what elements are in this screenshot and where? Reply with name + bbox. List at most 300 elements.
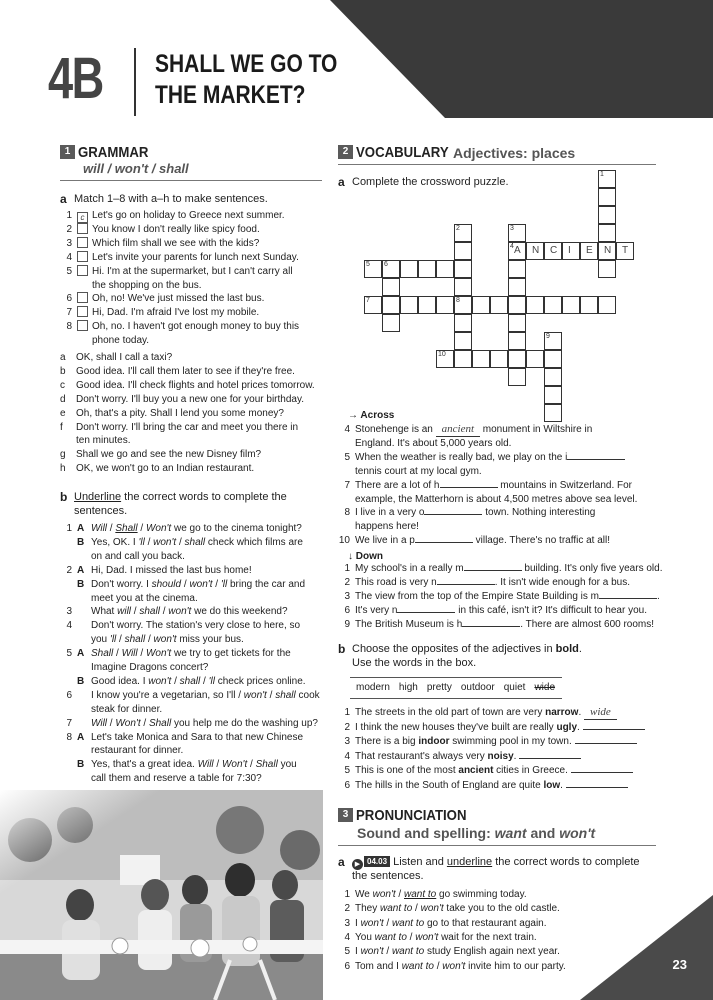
clue-line: [338, 604, 647, 617]
text-run: won't: [168, 606, 192, 618]
option-letter: d: [60, 393, 66, 405]
item-number: 5: [66, 265, 72, 277]
text-run: Shall: [91, 648, 114, 660]
grammar-a-label: a: [60, 192, 67, 206]
text-run: should: [151, 578, 182, 590]
speaker-label: A: [77, 731, 85, 743]
speaker-label: A: [77, 523, 85, 534]
text-run: Will: [91, 523, 108, 534]
answer-blank[interactable]: [519, 758, 581, 759]
item-number: 1: [344, 889, 350, 900]
text-run: Shall: [255, 759, 278, 771]
answer-option: [60, 407, 284, 420]
box-word: outdoor: [460, 682, 495, 693]
item-text: the shopping on the bus.: [92, 279, 202, 291]
crossword-cell[interactable]: [526, 350, 544, 368]
word-box: [350, 677, 562, 699]
text-run: in this café, isn't it? It's difficult to hear you.: [455, 604, 647, 616]
text-run: You: [355, 931, 375, 943]
sentence-line: [60, 536, 303, 549]
crossword-cell[interactable]: [508, 332, 526, 350]
text-run: low: [543, 780, 561, 791]
clue-line: [338, 465, 482, 478]
clue-number: 3: [510, 225, 514, 232]
clue-number: 4: [344, 424, 350, 435]
option-text: Good idea. I'll check flights and hotel prices tomorrow.: [76, 379, 315, 391]
text-run: /: [181, 578, 190, 590]
crossword-cell[interactable]: [400, 296, 418, 314]
box-word: quiet: [503, 682, 526, 693]
answer-box[interactable]: [77, 306, 88, 317]
answer-box[interactable]: [77, 265, 88, 276]
crossword-letter: N: [604, 245, 612, 256]
sentence-line: [60, 717, 318, 730]
answer-blank[interactable]: [437, 584, 495, 585]
item-number: 6: [66, 293, 72, 305]
crossword-cell[interactable]: [454, 314, 472, 332]
option-letter: e: [60, 407, 66, 419]
item-number: 7: [66, 717, 72, 729]
clue-line: [338, 451, 625, 464]
text-run: There are a lot of h: [355, 479, 440, 491]
text-run: won't: [360, 946, 384, 958]
text-run: won't: [153, 536, 177, 548]
grammar-b-label: b: [60, 490, 68, 504]
item-text: phone today.: [92, 335, 150, 347]
option-text: Shall we go and see the new Disney film?: [76, 449, 262, 461]
crossword-letter: T: [622, 245, 629, 256]
text-run: I think the new houses they've built are really: [355, 721, 557, 733]
sentence-line: [60, 661, 208, 674]
sentence-line: [60, 703, 162, 716]
text-run: Shall: [115, 523, 138, 534]
text-run: you help me do the washing up?: [171, 717, 318, 729]
crossword-cell[interactable]: [598, 188, 616, 206]
sentence-line: [60, 731, 303, 744]
match-item: [60, 237, 259, 250]
crossword-cell[interactable]: [454, 260, 472, 278]
answer-box[interactable]: [77, 292, 88, 303]
text-run: /: [159, 606, 169, 618]
pron-item: [338, 931, 537, 944]
sentence-line: [60, 633, 244, 646]
box-word: wide: [534, 682, 556, 693]
clue-line: [338, 520, 419, 533]
item-number: 5: [66, 648, 72, 660]
crossword-cell[interactable]: [562, 296, 580, 314]
answer-box[interactable]: [77, 320, 88, 331]
crossword-cell[interactable]: [454, 278, 472, 296]
text-run: won't: [243, 689, 267, 701]
clue-number: 10: [438, 351, 446, 358]
text-run: steak for dinner.: [91, 703, 163, 715]
text-run: meet you at the cinema.: [91, 592, 198, 604]
item-number: 4: [66, 620, 72, 632]
answer-blank[interactable]: [397, 612, 455, 613]
item-text: Hi. I'm at the supermarket, but I can't carry all: [92, 265, 293, 277]
text-run: indoor: [418, 736, 450, 748]
item-number: 5: [344, 946, 350, 958]
text-run: won't: [153, 634, 177, 646]
grammar-subtitle: will / won't / shall: [83, 161, 189, 176]
text-run: Stonehenge is an: [355, 424, 436, 435]
sentence-line: [60, 605, 288, 618]
box-word: modern: [356, 682, 390, 693]
crossword-cell[interactable]: [382, 314, 400, 332]
pron-a-instruction-line2: the sentences.: [352, 870, 424, 882]
unit-label: 4B: [48, 46, 103, 111]
option-text: Oh, that's a pity. Shall I lend you some money?: [76, 407, 284, 419]
crossword-cell[interactable]: [544, 368, 562, 386]
clue-number: 4: [510, 243, 514, 250]
answer-blank[interactable]: [571, 772, 633, 773]
clue-number: 2: [344, 576, 350, 588]
answer-option: [60, 351, 172, 364]
option-text: Good idea. I'll call them later to see if they're free.: [76, 365, 295, 377]
answer-box[interactable]: [77, 251, 88, 262]
text-run: Yes, OK. I: [91, 536, 139, 548]
answer-blank[interactable]: [575, 743, 637, 744]
text-run: I live in a very o: [355, 507, 425, 519]
crossword-cell[interactable]: [508, 296, 526, 314]
crossword-cell[interactable]: [544, 350, 562, 368]
crossword-cell[interactable]: [418, 296, 436, 314]
crossword-cell[interactable]: [598, 296, 616, 314]
text-run: happens here!: [355, 521, 419, 533]
text-run: won't: [420, 903, 444, 915]
answer-blank[interactable]: [440, 487, 498, 488]
page-title-line2: THE MARKET?: [155, 81, 306, 109]
text-run: you: [91, 634, 110, 646]
pronunciation-heading: 3 PRONUNCIATION: [338, 806, 482, 824]
option-text: Don't worry. I'll buy you a new one for your birthday.: [76, 393, 304, 405]
grammar-rule: [60, 180, 322, 181]
sentence-line: [60, 592, 198, 605]
text-run: want to: [401, 960, 434, 972]
text-run: /: [137, 523, 146, 534]
item-number: 2: [66, 223, 72, 235]
answer-blank[interactable]: [424, 514, 482, 515]
crossword-cell[interactable]: [508, 368, 526, 386]
item-number: 2: [344, 903, 350, 915]
text-run: /: [131, 606, 140, 618]
answer-box[interactable]: [77, 237, 88, 248]
option-letter: a: [60, 352, 66, 363]
pronunciation-rule: [338, 845, 656, 846]
text-run: Don't worry. I: [91, 578, 152, 590]
item-number: 6: [344, 960, 350, 972]
crossword-letter: A: [514, 245, 521, 256]
restaurant-photo: [0, 790, 323, 1000]
item-number: 3: [66, 237, 72, 249]
option-letter: g: [60, 449, 66, 461]
text-run: /: [247, 759, 256, 771]
text-run: won't: [189, 578, 213, 590]
text-run: village. There's no traffic at all!: [472, 535, 611, 547]
clue-line: [338, 590, 660, 603]
vocab-b-label: b: [338, 642, 346, 656]
header-divider: [134, 48, 136, 116]
item-number: 5: [344, 765, 350, 777]
text-run: That restaurant's always very: [355, 750, 488, 762]
clue-number: 1: [600, 171, 604, 178]
clue-number: 8: [344, 507, 350, 519]
crossword-cell[interactable]: [544, 386, 562, 404]
text-run: /: [176, 536, 185, 548]
opposite-item: [338, 764, 633, 777]
crossword-letter: E: [586, 245, 593, 256]
item-number: 1: [66, 523, 72, 534]
crossword-cell[interactable]: [508, 260, 526, 278]
clue-number: 2: [456, 225, 460, 232]
text-run: Will: [91, 717, 108, 729]
crossword-cell[interactable]: [454, 242, 472, 260]
text-run: building. It's only five years old.: [521, 563, 663, 574]
answer-blank[interactable]: [462, 626, 520, 627]
text-run: /: [383, 946, 392, 958]
text-run: want to: [374, 931, 407, 943]
item-number: 6: [344, 780, 350, 791]
text-run: 'll: [109, 634, 117, 646]
page-title-line1: SHALL WE GO TO: [155, 50, 338, 78]
text-run: miss your bus.: [176, 634, 244, 646]
audio-track[interactable]: 04.03: [364, 856, 390, 867]
crossword-cell[interactable]: [472, 350, 490, 368]
crossword-cell[interactable]: [490, 350, 508, 368]
option-text: ten minutes.: [76, 435, 131, 447]
speaker-label: B: [77, 759, 85, 771]
answer-blank[interactable]: [583, 729, 645, 730]
crossword-cell[interactable]: [526, 296, 544, 314]
item-number: 1: [66, 210, 72, 221]
page-number: 23: [672, 957, 687, 972]
text-run: It's very n: [355, 604, 398, 616]
clue-number: 6: [384, 261, 388, 268]
text-run: Let's take Monica and Sara to that new Chinese: [91, 731, 304, 743]
crossword-cell[interactable]: [508, 350, 526, 368]
crossword-cell[interactable]: [490, 296, 508, 314]
across-heading: → Across: [348, 410, 395, 421]
text-run: /: [140, 717, 149, 729]
text-run: take you to the old castle.: [443, 903, 560, 915]
vocab-a-instruction: Complete the crossword puzzle.: [352, 176, 509, 188]
text-run: /: [145, 634, 154, 646]
clue-line: [338, 576, 630, 589]
clue-line: [338, 423, 592, 437]
text-run: swimming pool in my town.: [449, 736, 575, 748]
item-number: 2: [66, 564, 72, 576]
text-run: /: [383, 917, 392, 929]
text-run: won't: [442, 960, 466, 972]
clue-line: [338, 618, 654, 631]
text-run: The hills in the South of England are quite: [355, 780, 544, 791]
clue-line: [338, 562, 662, 575]
text-run: . It isn't wide enough for a bus.: [494, 576, 631, 588]
crossword-cell[interactable]: [508, 278, 526, 296]
text-run: The streets in the old part of town are very: [355, 707, 546, 718]
text-run: Good idea. I: [91, 675, 149, 687]
crossword-cell[interactable]: [544, 296, 562, 314]
text-run: I: [355, 917, 361, 929]
item-number: 8: [66, 321, 72, 333]
option-letter: c: [60, 379, 65, 391]
pronunciation-subtitle: Sound and spelling: want and won't: [357, 825, 596, 841]
crossword-cell[interactable]: [598, 224, 616, 242]
crossword-cell[interactable]: [436, 296, 454, 314]
text-run: cook: [295, 689, 320, 701]
crossword-cell[interactable]: [382, 296, 400, 314]
text-run: want to: [391, 917, 425, 929]
match-item: [60, 334, 149, 347]
item-text: Hi, Dad. I'm afraid I've lost my mobile.: [92, 307, 260, 319]
crossword-cell[interactable]: [454, 332, 472, 350]
text-run: restaurant for dinner.: [91, 745, 184, 757]
clue-number: 7: [344, 479, 350, 491]
answer-blank[interactable]: [415, 542, 473, 543]
answer-option: [60, 448, 261, 461]
crossword-cell[interactable]: [400, 260, 418, 278]
opposite-item: [338, 721, 645, 734]
text-run: study English again next year.: [424, 946, 560, 958]
item-text: Let's go on holiday to Greece next summer.: [92, 210, 285, 221]
item-number: 1: [344, 707, 350, 718]
sentence-line: [60, 744, 183, 757]
vocabulary-heading: 2 VOCABULARY: [338, 143, 461, 161]
crossword-cell[interactable]: [454, 350, 472, 368]
text-run: Won't: [115, 717, 141, 729]
answer-blank[interactable]: [566, 787, 628, 788]
speaker-label: A: [77, 648, 85, 660]
text-run: ancient: [458, 765, 494, 777]
text-run: invite him to our party.: [465, 960, 566, 972]
text-run: .: [657, 590, 660, 602]
crossword-cell[interactable]: [508, 314, 526, 332]
item-text: Oh, no! We've just missed the last bus.: [92, 293, 265, 305]
clue-line: [338, 493, 637, 506]
text-run: .: [513, 750, 520, 762]
clue-line: [338, 506, 595, 519]
crossword-cell[interactable]: [544, 404, 562, 422]
grammar-b-instruction-line2: sentences.: [74, 505, 128, 517]
pron-item: [338, 902, 560, 915]
text-run: Won't: [145, 648, 172, 660]
answer-option: [60, 379, 315, 392]
grammar-a-instruction: Match 1–8 with a–h to make sentences.: [74, 193, 268, 205]
text-run: cities in Greece.: [493, 765, 571, 777]
pron-item: [338, 888, 527, 901]
text-run: /: [406, 931, 416, 943]
crossword-cell[interactable]: [598, 206, 616, 224]
text-run: mountains in Switzerland. For: [497, 479, 633, 491]
crossword-cell[interactable]: [598, 260, 616, 278]
sentence-line: [60, 647, 291, 660]
crossword-cell[interactable]: [580, 296, 598, 314]
crossword-cell[interactable]: [436, 260, 454, 278]
text-run: England. It's about 5,000 years old.: [355, 437, 512, 449]
text-run: They: [355, 903, 381, 915]
item-number: 3: [344, 917, 350, 929]
text-run: Hi, Dad. I missed the last bus home!: [91, 564, 252, 576]
clue-number: 3: [344, 590, 350, 602]
match-item: [60, 209, 285, 223]
item-number: 8: [66, 731, 72, 743]
text-run: noisy: [487, 750, 514, 762]
crossword-cell[interactable]: [562, 242, 580, 260]
clue-number: 6: [344, 604, 350, 616]
crossword-letter: N: [532, 245, 540, 256]
text-run: check prices online.: [214, 675, 306, 687]
item-number: 3: [66, 606, 72, 618]
text-run: The British Museum is h: [355, 618, 463, 630]
pron-item: [338, 945, 560, 958]
answer-blank[interactable]: [464, 570, 522, 571]
clue-number: 7: [366, 297, 370, 304]
crossword-cell[interactable]: [472, 296, 490, 314]
down-heading: ↓ Down: [348, 551, 383, 562]
text-run: /: [433, 960, 443, 972]
text-run: shall: [124, 634, 146, 646]
vocabulary-rule: [338, 164, 656, 165]
opposite-item: [338, 735, 637, 748]
answer-blank[interactable]: [599, 598, 657, 599]
text-run: Don't worry. The station's very close to here, so: [91, 620, 301, 632]
text-run: This is one of the most: [355, 765, 459, 777]
clue-line: [338, 534, 610, 547]
text-run: go to that restaurant again.: [424, 917, 547, 929]
text-run: /: [266, 689, 276, 701]
header-dark-band: [0, 0, 713, 118]
crossword-cell[interactable]: [382, 278, 400, 296]
text-run: wait for the next train.: [438, 931, 537, 943]
text-run: Won't: [145, 523, 172, 534]
sentence-line: [60, 564, 252, 577]
text-run: shall: [275, 689, 296, 701]
item-number: 6: [66, 689, 72, 701]
option-letter: f: [60, 421, 63, 433]
answer-option: [60, 421, 298, 434]
sentence-line: [60, 772, 262, 785]
answer-box[interactable]: c: [77, 212, 88, 223]
text-run: won't: [148, 675, 172, 687]
vocab-b-instruction: Choose the opposites of the adjectives in bold.: [352, 643, 582, 655]
crossword-cell[interactable]: [418, 260, 436, 278]
text-run: 'll: [138, 536, 145, 548]
text-run: shall: [184, 536, 206, 548]
answer-blank[interactable]: [567, 459, 625, 460]
text-run: We: [355, 889, 373, 900]
text-run: Yes, that's a great idea.: [91, 759, 198, 771]
text-run: we go to the cinema tonight?: [171, 523, 302, 534]
text-run: What: [91, 606, 118, 618]
text-run: won't: [415, 931, 439, 943]
text-run: I know you're a vegetarian, so I'll /: [91, 689, 244, 701]
answer-box[interactable]: [77, 223, 88, 234]
match-item: [60, 279, 202, 292]
pron-a-instruction: ▶ 04.03 Listen and underline the correct words to complete: [352, 856, 640, 870]
sentence-line: [60, 675, 306, 688]
clue-number: 9: [344, 618, 350, 630]
vocab-a-label: a: [338, 175, 345, 189]
sentence-line: [60, 619, 300, 632]
text-run: When the weather is really bad, we play on the i: [355, 451, 568, 463]
clue-line: [338, 437, 511, 450]
text-run: This road is very n: [355, 576, 437, 588]
text-run: Tom and I: [355, 960, 402, 972]
text-run: .: [577, 721, 583, 733]
audio-play-icon[interactable]: ▶: [352, 859, 363, 870]
match-item: [60, 265, 293, 278]
text-run: There is a big: [355, 736, 419, 748]
